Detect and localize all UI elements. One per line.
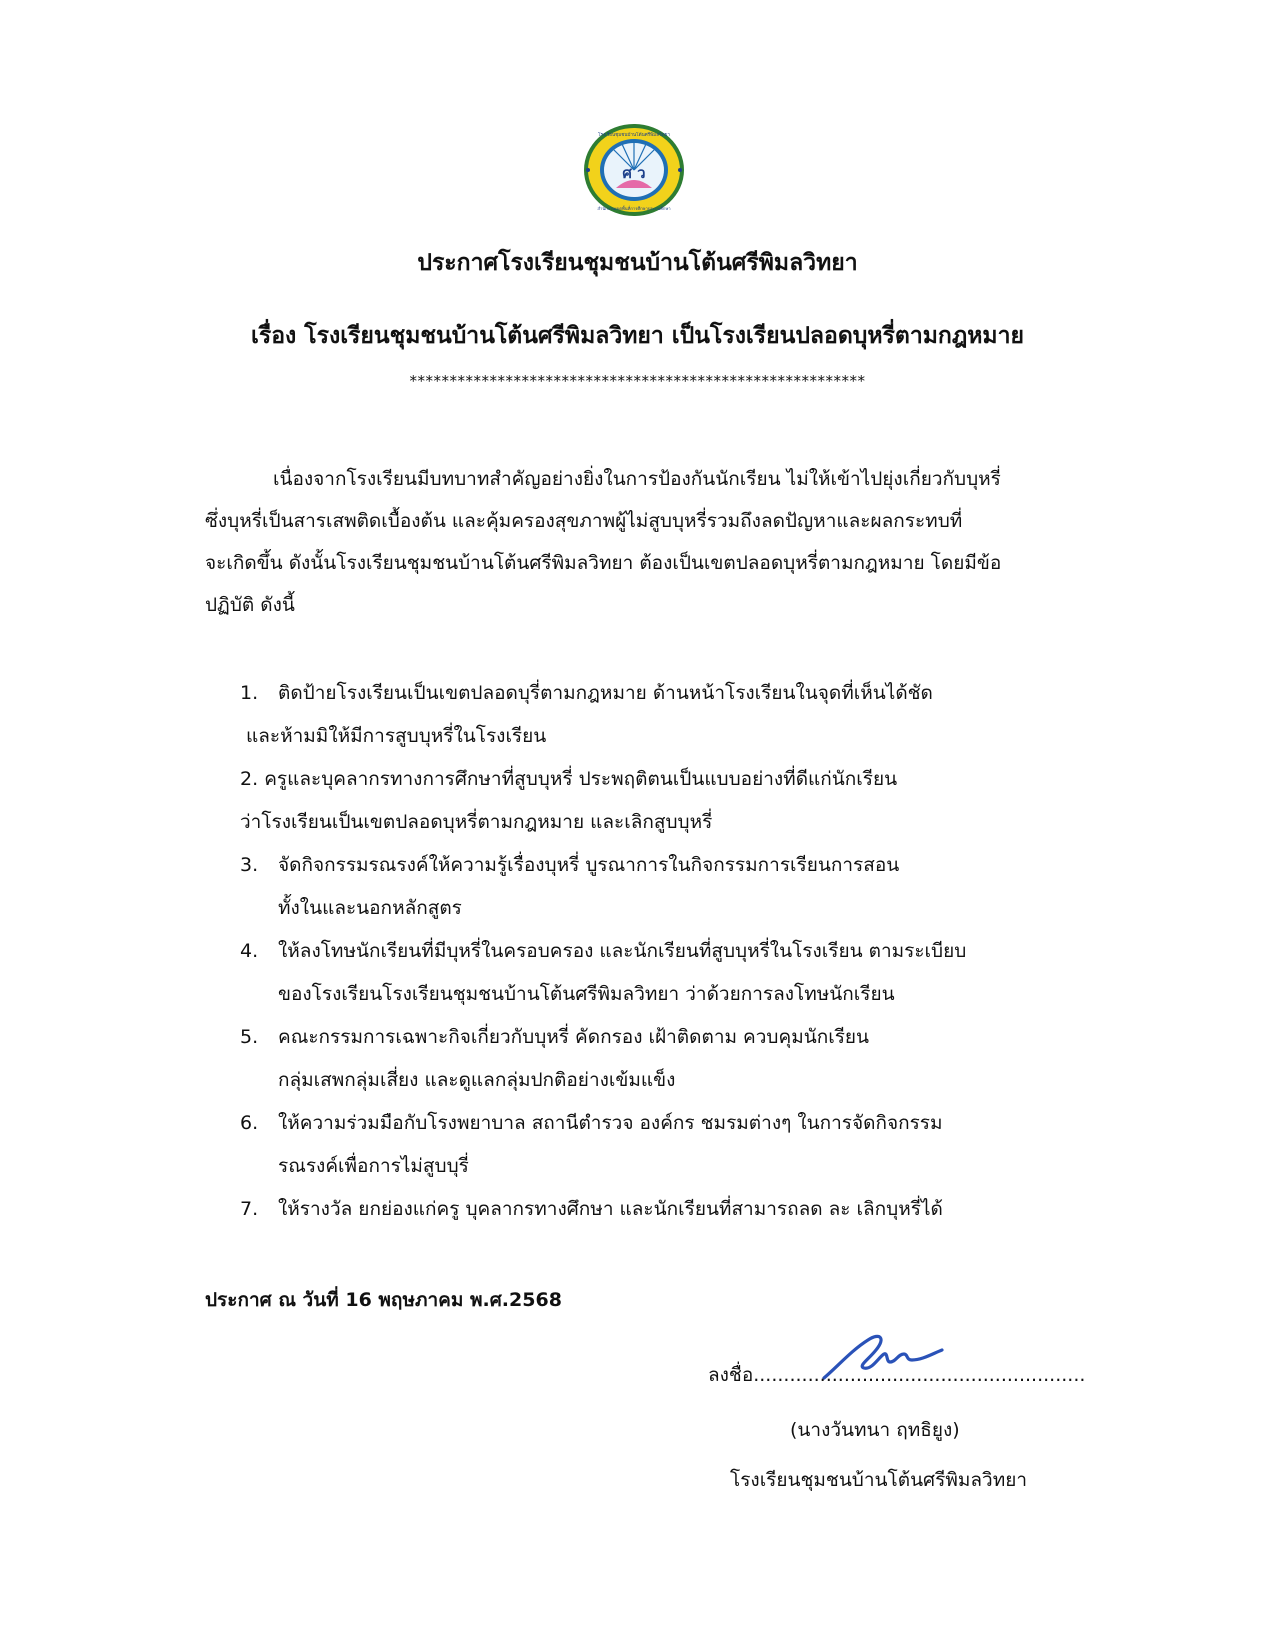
school-logo bbox=[582, 122, 686, 218]
sign-line: ลงชื่อ....................................................... bbox=[708, 1364, 1086, 1386]
logo-bottom-text: สำนักงานเขตพื้นที่การศึกษาประถมศึกษา bbox=[597, 206, 671, 211]
list-item: 1. ติดป้ายโรงเรียนเป็นเขตปลอดบุรี่ตามกฎหมาย ด้านหน้าโรงเรียนในจุดที่เห็นได้ชัด และห้ามมิให้มีการสูบบุหรี่ในโรงเรียน bbox=[240, 682, 933, 747]
intro-line-2: ซึ่งบุหรี่เป็นสารเสพติดเบื้องต้น และคุ้มครองสุขภาพผู้ไม่สูบบุหรี่รวมถึงลดปัญหาและผลกระทบที่ bbox=[205, 510, 963, 532]
list-item: 5. คณะกรรมการเฉพาะกิจเกี่ยวกับบุหรี่ คัดกรอง เฝ้าติดตาม ควบคุมนักเรียน กลุ่มเสพกลุ่มเสี่ยง และดูแลกลุ่มปกติอย่างเข้มแข็ง bbox=[240, 1026, 870, 1091]
intro-line-4: ปฏิบัติ ดังนี้ bbox=[205, 594, 295, 616]
list-item: 3. จัดกิจกรรมรณรงค์ให้ความรู้เรื่องบุหรี่ บูรณาการในกิจกรรมการเรียนการสอน ทั้งในและนอกหลักสูตร bbox=[240, 854, 900, 919]
page-title: ประกาศโรงเรียนชุมชนบ้านโต้นศรีพิมลวิทยา bbox=[417, 250, 858, 276]
list-item: 7. ให้รางวัล ยกย่องแก่ครู บุคลากรทางศึกษา และนักเรียนที่สามารถลด ละ เลิกบุหรี่ได้ bbox=[240, 1198, 943, 1220]
page-subject: เรื่อง โรงเรียนชุมชนบ้านโต้นศรีพิมลวิทยา เป็นโรงเรียนปลอดบุหรี่ตามกฎหมาย bbox=[250, 323, 1024, 349]
list-item: 4. ให้ลงโทษนักเรียนที่มีบุหรี่ในครอบครอง และนักเรียนที่สูบบุหรี่ในโรงเรียน ตามระเบียบ ของโรงเรียนโรงเรียนชุมชนบ้านโต้นศรีพิมลวิทยา ว่าด้วยการลงโทษนักเรียน bbox=[240, 940, 967, 1005]
separator-line: ********************************************************* bbox=[409, 372, 866, 390]
intro-line-1: เนื่องจากโรงเรียนมีบทบาทสำคัญอย่างยิ่งในการป้องกันนักเรียน ไม่ให้เข้าไปยุ่งเกี่ยวกับบุหรี่ bbox=[273, 468, 1001, 490]
intro-line-3: จะเกิดขึ้น ดังนั้นโรงเรียนชุมชนบ้านโต้นศรีพิมลวิทยา ต้องเป็นเขตปลอดบุหรี่ตามกฎหมาย โดยมีข้อ bbox=[205, 552, 1002, 574]
intro-paragraph bbox=[205, 458, 1065, 626]
announce-date: ประกาศ ณ วันที่ 16 พฤษภาคม พ.ศ.2568 bbox=[205, 1289, 562, 1311]
rules-list bbox=[240, 672, 1060, 1231]
list-item: 6. ให้ความร่วมมือกับโรงพยาบาล สถานีตำรวจ องค์กร ชมรมต่างๆ ในการจัดกิจกรรม รณรงค์เพื่อการไม่สูบบุรี่ bbox=[240, 1112, 943, 1177]
signer-name: (นางวันทนา ฤทธิยูง) bbox=[790, 1419, 960, 1441]
list-item: 2. ครูและบุคลากรทางการศึกษาที่สูบบุหรี่ ประพฤติตนเป็นแบบอย่างที่ดีแก่นักเรียน ว่าโรงเรียนเป็นเขตปลอดบุหรี่ตามกฎหมาย และเลิกสูบบุหรี่ bbox=[240, 768, 898, 833]
logo-center-text: ศ ว bbox=[622, 164, 646, 182]
signer-organization: โรงเรียนชุมชนบ้านโต้นศรีพิมลวิทยา bbox=[730, 1469, 1028, 1491]
logo-top-text: โรงเรียนชุมชนบ้านโต้นศรีพิมลวิทยา bbox=[598, 133, 670, 138]
